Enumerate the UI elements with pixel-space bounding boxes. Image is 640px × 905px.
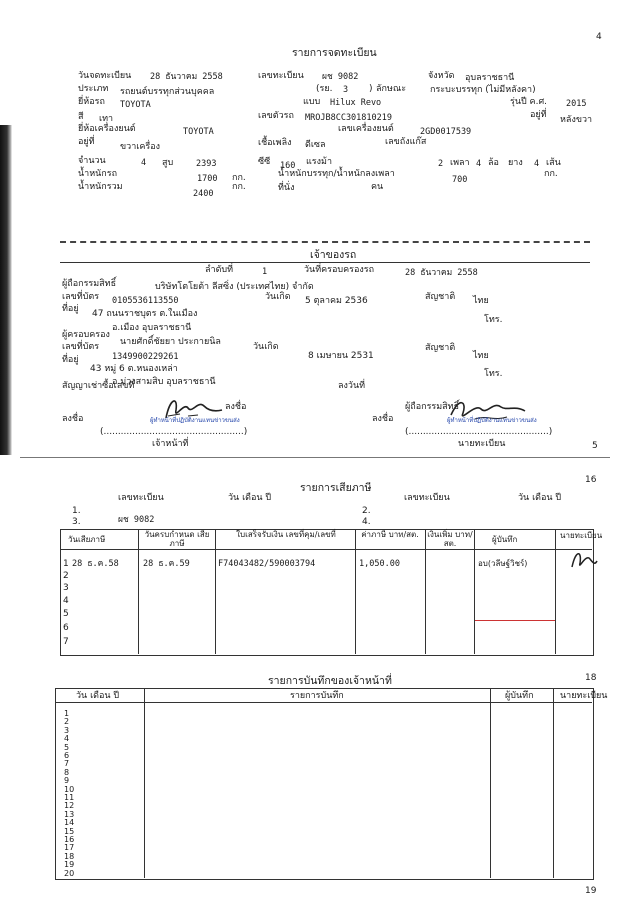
- notes-row-number: 9: [64, 776, 70, 786]
- seq-label: ลำดับที่: [205, 265, 234, 275]
- tires: 4: [534, 159, 540, 169]
- addr-label: ที่อยู่: [62, 304, 79, 314]
- red-strike: [475, 620, 555, 621]
- tax-date-label-b: วัน เดือน ปี: [518, 493, 562, 503]
- tax-col-sep: [474, 529, 475, 654]
- tax-date-label-a: วัน เดือน ปี: [228, 493, 272, 503]
- notes-header-registrar: นายทะเบียน: [560, 691, 608, 701]
- province-label: จังหวัด: [428, 71, 455, 81]
- notes-row-number: 2: [64, 717, 70, 727]
- holder-id: 1349900229261: [112, 352, 179, 362]
- addr2-label: ที่อยู่: [62, 355, 79, 365]
- tax-row-number: 4: [63, 596, 69, 606]
- contract-label: สัญญาเช่าซื้อเลขที่: [62, 381, 135, 391]
- tax-header-recorder: ผู้บันทึก: [492, 535, 518, 544]
- notes-header-entry: รายการบันทึก: [290, 691, 344, 701]
- tax-header-due: วันครบกำหนด เสียภาษี: [144, 530, 210, 548]
- tax-col-sep: [425, 529, 426, 654]
- fuel: ดีเซล: [305, 140, 326, 150]
- location2: ขวาเครื่อง: [120, 142, 160, 152]
- tax-header-registrar: นายทะเบียน: [560, 531, 603, 540]
- owner-address-2: อ.เมือง อุบลราชธานี: [112, 323, 192, 333]
- wheels: 4: [476, 159, 482, 169]
- owner-sign-label: ผู้ถือกรรมสิทธิ์: [405, 402, 460, 412]
- total-weight-label: น้ำหนักรวม: [78, 182, 123, 192]
- notes-col-sep: [553, 688, 554, 878]
- tax-row1-receipt: F74043482/590003794: [218, 559, 316, 569]
- plate: ผช 9082: [322, 72, 359, 82]
- notes-row-number: 18: [64, 851, 75, 861]
- officer-title: เจ้าหน้าที่: [152, 439, 189, 449]
- birth2-label: วันเกิด: [253, 342, 279, 352]
- notes-row-number: 15: [64, 826, 75, 836]
- brand-label: ยี่ห้อรถ: [78, 97, 105, 107]
- seats-unit: คน: [371, 182, 384, 192]
- tax-plate-label-b: เลขทะเบียน: [404, 493, 450, 503]
- notes-row-number: 4: [64, 734, 70, 744]
- notes-header-rule: [55, 702, 592, 703]
- code-prefix: (รย.: [316, 84, 333, 94]
- wheels-label: ล้อ: [488, 158, 499, 168]
- notes-header-recorder: ผู้บันทึก: [505, 691, 534, 701]
- officer-stamp-1: ผู้ทำหน้าที่ปฏิบัติงานแทนข่าวขนส่ง: [150, 417, 240, 424]
- tax-col-sep: [555, 529, 556, 654]
- tax-row-number: 5: [63, 609, 69, 619]
- registrar-title: นายทะเบียน: [458, 439, 506, 449]
- page-number-top: 4: [596, 32, 602, 42]
- officer-stamp-2: ผู้ทำหน้าที่ปฏิบัติงานแทนข่าวขนส่ง: [447, 417, 537, 424]
- color-label: สี: [78, 112, 84, 122]
- plate-label: เลขทะเบียน: [258, 71, 304, 81]
- notes-table: [55, 688, 594, 880]
- color: เทา: [99, 114, 114, 124]
- tax-header-paid: วันเสียภาษี: [68, 535, 106, 544]
- tax-row-number: 3: [63, 583, 69, 593]
- owner-id: 0105536113550: [112, 296, 179, 306]
- gas-label: เลขถังแก๊ส: [385, 137, 427, 147]
- page-number-mid: 5: [592, 441, 598, 451]
- weight: 1700: [197, 174, 218, 184]
- type-label: ประเภท: [78, 84, 109, 94]
- tax-plate-n3: 3.: [72, 517, 81, 527]
- contract-date-label: ลงวันที่: [338, 381, 366, 391]
- kg-unit-3: กก.: [232, 182, 246, 192]
- tax-header-extra: เงินเพิ่ม บาท/สต.: [427, 530, 473, 548]
- tax-row1-due: 28 ธ.ค.59: [143, 559, 190, 569]
- tax-plate-n2: 2.: [362, 506, 371, 516]
- model: Hilux Revo: [330, 98, 382, 108]
- sign-label-3: ลงชื่อ: [372, 414, 394, 424]
- notes-col-sep: [144, 688, 145, 878]
- notes-row-number: 13: [64, 809, 75, 819]
- engine-brand-label: ยี่ห้อเครื่องยนต์: [78, 124, 136, 134]
- notes-row-number: 14: [64, 818, 75, 828]
- weight-label: น้ำหนักรถ: [78, 169, 118, 179]
- holder-address-1: 43 หมู่ 6 ต.หนองเหล่า: [90, 364, 178, 374]
- notes-row-number: 3: [64, 725, 70, 735]
- tax-plate-label-a: เลขทะเบียน: [118, 493, 164, 503]
- axle-label: เพลา: [450, 158, 470, 168]
- cylinder-unit: สูบ: [162, 158, 174, 168]
- location1-label: อยู่ที่: [530, 110, 547, 120]
- tax-title: รายการเสียภาษี: [300, 482, 372, 494]
- vehicle-style: กระบะบรรทุก (ไม่มีหลังคา): [430, 85, 536, 95]
- section-separator: [60, 241, 590, 243]
- possession-date-label: วันที่ครอบครองรถ: [304, 265, 375, 275]
- notes-row-number: 17: [64, 843, 75, 853]
- tax-header-receipt: ใบเสร็จรับเงิน เลขที่คุม/เลขที่: [236, 530, 336, 539]
- notes-row-number: 8: [64, 767, 70, 777]
- birth-label: วันเกิด: [265, 292, 291, 302]
- notes-row-number: 5: [64, 742, 70, 752]
- tax-plate-n1: 1.: [72, 506, 81, 516]
- engine-no-label: เลขเครื่องยนต์: [338, 124, 394, 134]
- tax-plate-3: ผช 9082: [118, 515, 155, 525]
- hp: 160: [280, 161, 296, 171]
- cylinders: 4: [141, 158, 147, 168]
- tax-row1-paid: 28 ธ.ค.58: [72, 559, 119, 569]
- tax-row-number: 2: [63, 571, 69, 581]
- tax-page-number: 16: [585, 475, 597, 485]
- sign-label-1: ลงชื่อ: [225, 402, 247, 412]
- location2-label: อยู่ที่: [78, 137, 95, 147]
- code-suffix: ): [369, 84, 373, 94]
- chassis-label: เลขตัวรถ: [258, 111, 294, 121]
- tax-col-sep: [355, 529, 356, 654]
- load-label: น้ำหนักบรรทุก/น้ำหนักลงเพลา: [278, 169, 395, 179]
- tax-row-number: 6: [63, 623, 69, 633]
- vehicle-type: รถยนต์บรรทุกส่วนบุคคล: [120, 87, 215, 97]
- holder-nationality: ไทย: [473, 351, 489, 361]
- engine-number: 2GD0017539: [420, 127, 472, 137]
- tax-col-sep: [215, 529, 216, 654]
- model-label: แบบ: [303, 97, 321, 107]
- notes-row-number: 11: [64, 793, 75, 802]
- total-weight: 2400: [193, 189, 214, 199]
- year: 2015: [566, 99, 587, 109]
- owner-address-1: 47 ถนนราชบุตร ต.ในเมือง: [92, 309, 198, 319]
- tax-col-sep: [138, 529, 139, 654]
- engine-brand: TOYOTA: [183, 127, 214, 137]
- code: 3: [343, 85, 349, 95]
- province: อุบลราชธานี: [465, 73, 515, 83]
- seq: 1: [262, 267, 268, 277]
- tires-unit: เส้น: [546, 158, 561, 168]
- notes-header-date: วัน เดือน ปี: [76, 691, 120, 701]
- kg-unit-2: กก.: [544, 169, 558, 179]
- registrar-dots: (.................................................): [405, 427, 553, 437]
- holder-tel-label: โทร.: [484, 369, 503, 379]
- location1: หลังขวา: [560, 115, 593, 125]
- notes-title: รายการบันทึกของเจ้าหน้าที่: [268, 675, 392, 687]
- seats-label: ที่นั่ง: [278, 183, 295, 193]
- notes-page-number: 18: [585, 673, 597, 683]
- fuel-label: เชื้อเพลิง: [258, 138, 292, 148]
- owner-title: เจ้าของรถ: [310, 249, 357, 261]
- notes-row-number: 12: [64, 801, 75, 811]
- owner-title-rule: [60, 262, 590, 263]
- page-number-bottom: 19: [585, 886, 597, 896]
- cylinder-label: จำนวน: [78, 156, 106, 166]
- tax-header-tax: ค่าภาษี บาท/สต.: [361, 530, 419, 539]
- brand: TOYOTA: [120, 100, 151, 110]
- possession-date: 28 ธันวาคม 2558: [405, 268, 478, 278]
- holder-birth: 8 เมษายน 2531: [308, 351, 374, 361]
- owner-tel-label: โทร.: [484, 315, 503, 325]
- owner-name: บริษัทโตโยต้า ลีสซิ่ง (ประเทศไทย) จำกัด: [155, 282, 314, 292]
- holder-name: นายศักดิ์ชัยยา ประกายนิล: [120, 337, 221, 347]
- page-break-line: [20, 457, 610, 458]
- holder-label: ผู้ครอบครอง: [62, 330, 110, 340]
- year-label: รุ่นปี ค.ศ.: [510, 97, 548, 107]
- notes-row-number: 6: [64, 751, 70, 760]
- style-label: ลักษณะ: [376, 84, 407, 94]
- tax-row-number: 7: [63, 637, 69, 647]
- tax-row1-tax: 1,050.00: [359, 559, 400, 569]
- notes-row-number: 7: [64, 759, 70, 769]
- notes-row-number: 10: [64, 784, 75, 794]
- sign-label-2: ลงชื่อ: [62, 414, 84, 424]
- owner-nationality: ไทย: [473, 296, 489, 306]
- notes-row-number: 16: [64, 835, 75, 844]
- cc: 2393: [196, 159, 217, 169]
- load: 700: [452, 175, 468, 185]
- notes-row-number: 20: [64, 868, 75, 878]
- scan-shadow: [0, 125, 12, 455]
- notes-col-sep: [490, 688, 491, 878]
- tax-header-rule: [60, 549, 592, 550]
- chassis-number: MROJB8CC301810219: [305, 113, 392, 123]
- id-label: เลขที่บัตร: [62, 292, 100, 302]
- nat-label: สัญชาติ: [425, 292, 456, 302]
- kg-unit-1: กก.: [232, 173, 246, 183]
- officer-dots: (.................................................): [100, 427, 248, 437]
- notes-row-number: 1: [64, 709, 70, 718]
- nat2-label: สัญชาติ: [425, 343, 456, 353]
- tax-row-number: 1: [63, 559, 69, 569]
- reg-date-label: วันจดทะเบียน: [78, 71, 132, 81]
- registration-title: รายการจดทะเบียน: [292, 47, 377, 59]
- reg-date: 28 ธันวาคม 2558: [150, 72, 223, 82]
- tax-registrar-signature: [568, 545, 598, 573]
- tires-label: ยาง: [508, 158, 523, 168]
- owner-birth: 5 ตุลาคม 2536: [305, 296, 368, 306]
- hp-unit: แรงม้า: [306, 157, 333, 167]
- owner-label: ผู้ถือกรรมสิทธิ์: [62, 279, 117, 289]
- axles: 2: [438, 159, 444, 169]
- cc-unit: ซีซี: [258, 157, 271, 167]
- tax-row1-recorder: อบ(วลีษฐ์วิชร์): [478, 559, 528, 568]
- notes-row-number: 19: [64, 860, 75, 870]
- id2-label: เลขที่บัตร: [62, 342, 100, 352]
- tax-plate-n4: 4.: [362, 517, 371, 527]
- holder-address-2: อ.ม่วงสามสิบ อุบลราชธานี: [112, 377, 216, 387]
